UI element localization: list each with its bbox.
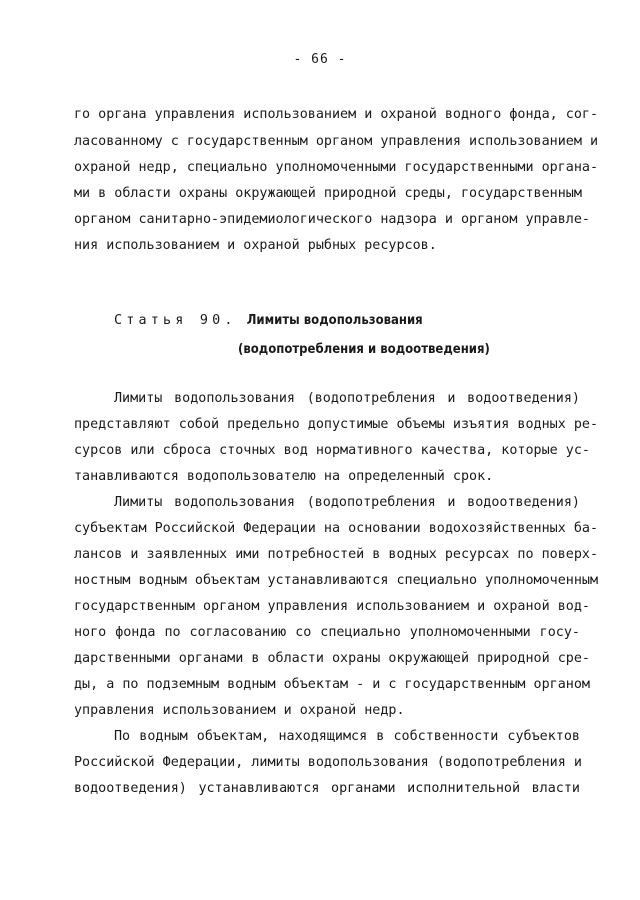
intro-line: го органа управления использованием и охраной водного фонда, сог-: [74, 107, 599, 122]
paragraph-line: танавливаются водопользователю на определенный срок.: [74, 469, 494, 484]
intro-line: органом санитарно-эпидемиологического надзора и органом управле-: [74, 212, 590, 227]
paragraph-line: Российской Федерации, лимиты водопользования (водопотребления и: [74, 755, 582, 770]
paragraph-line: управления использованием и охраной недр.: [74, 703, 405, 718]
paragraph-line: ностным водным объектам устанавливаются специально уполномоченным: [74, 573, 599, 588]
paragraph-line: ного фонда по согласованию со специально уполномоченными госу-: [74, 625, 580, 640]
paragraph-line: государственным органом управления использованием и охраной вод-: [74, 599, 590, 614]
article-title: Лимиты водопользования: [246, 313, 423, 328]
page-number: - 66 -: [293, 52, 347, 67]
intro-line: ми в области охраны окружающей природной среды, государственным: [74, 186, 582, 201]
intro-line: ния использованием и охраной рыбных ресурсов.: [74, 238, 437, 253]
article-heading: [114, 313, 423, 329]
paragraph-line: дарственными органами в области охраны окружающей природной сре-: [74, 651, 590, 666]
article-number: Статья 90.: [114, 313, 237, 328]
paragraph-line: ды, а по подземным водным объектам - и с государственным органом: [74, 677, 590, 692]
paragraph-line: Лимиты водопользования (водопотребления и водоотведения): [114, 495, 580, 510]
article-title-continuation: (водопотребления и водоотведения): [238, 342, 490, 357]
paragraph-line: лансов и заявленных ими потребностей в водных ресурсах по поверх-: [74, 547, 599, 562]
paragraph-line: По водным объектам, находящимся в собственности субъектов: [114, 729, 580, 744]
paragraph-line: представляют собой предельно допустимые объемы изъятия водных ре-: [74, 417, 599, 432]
paragraph-line: субъектам Российской Федерации на основании водохозяйственных ба-: [74, 521, 599, 536]
intro-line: ласованному с государственным органом управления использованием и: [74, 134, 599, 149]
paragraph-line: сурсов или сброса сточных вод нормативного качества, которые ус-: [74, 443, 590, 458]
paragraph-line: Лимиты водопользования (водопотребления и водоотведения): [114, 391, 580, 406]
paragraph-line: водоотведения) устанавливаются органами исполнительной власти: [74, 781, 580, 796]
intro-line: охраной недр, специально уполномоченными государственными органа-: [74, 160, 599, 175]
